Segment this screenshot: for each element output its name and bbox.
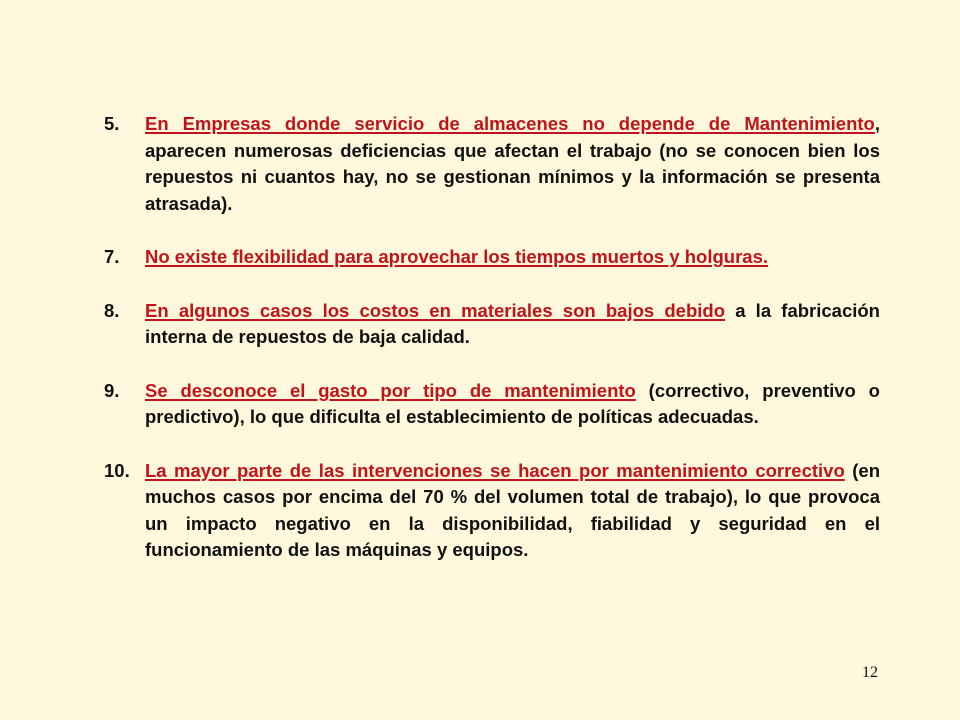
item-number: 5.	[104, 113, 120, 134]
item-body-text: a la fabricación interna de repuestos de baja calidad.	[145, 299, 880, 347]
item-number: 10.	[104, 459, 130, 481]
list-item-10	[104, 458, 880, 564]
numbered-list	[104, 111, 880, 591]
item-body-text: (correctivo, preventivo o predictivo), lo que dificulta el establecimiento de políticas adecuadas.	[145, 379, 880, 427]
item-number: 8.	[104, 299, 120, 321]
list-item-7	[104, 244, 880, 271]
list-item-5	[104, 111, 880, 217]
item-number: 9.	[104, 379, 120, 401]
item-body-text: (en muchos casos por encima del 70 % del volumen total de trabajo), lo que provoca un impacto negativo en la disponibilidad, fiabilidad y seguridad en el funcionamiento de las máquinas y equipos.	[145, 459, 880, 560]
item-highlight-text: En algunos casos los costos en materiales son bajos debido	[145, 299, 726, 321]
list-item-8	[104, 298, 880, 351]
item-highlight-text: La mayor parte de las intervenciones se hacen por mantenimiento correctivo	[145, 459, 845, 481]
list-item-9	[104, 378, 880, 431]
item-highlight-text: En Empresas donde servicio de almacenes no depende de Mantenimiento	[145, 113, 875, 134]
item-highlight-text: Se desconoce el gasto por tipo de mantenimiento	[145, 379, 636, 401]
item-body-text: , aparecen numerosas deficiencias que afectan el trabajo (no se conocen bien los repuestos ni cuantos hay, no se gestionan mínimos y la información se presenta atrasada).	[145, 113, 880, 214]
item-number: 7.	[104, 246, 120, 267]
item-highlight-text: No existe flexibilidad para aprovechar los tiempos muertos y holguras.	[145, 246, 769, 267]
page-number: 12	[862, 664, 878, 681]
